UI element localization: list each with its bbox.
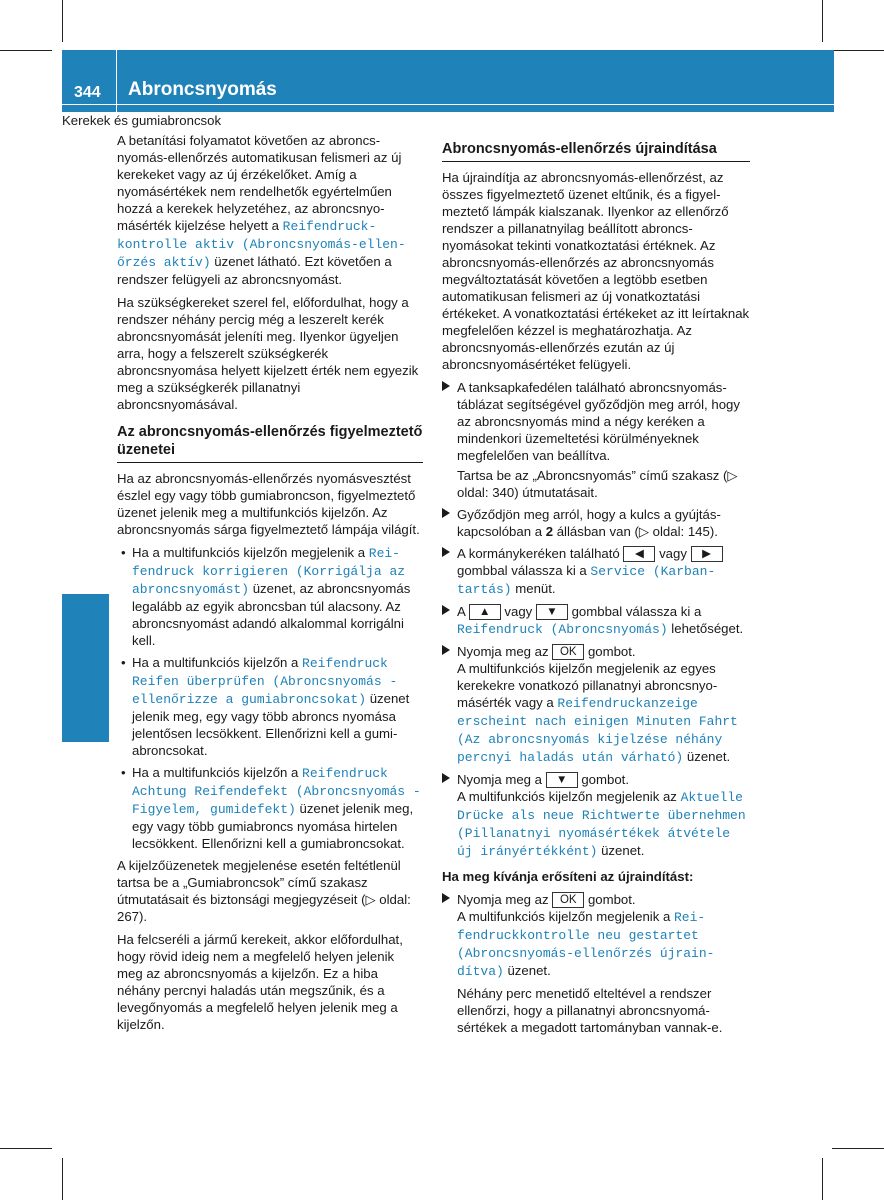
list-item: • Ha a multifunkciós kijelzőn a Reifendruck Achtung Reifendefekt (Abroncsnyomás - Figyelem, gumidefekt) üzenet jelenik meg, egy vagy több gumiabroncs nyomása hirtelen lecsökkent. Ellenőrizni kell a gumiabroncsokat. xyxy=(117,764,423,852)
display-message: Reifendruck Reifen überprüfen (Abroncsnyomás - ellenőrizze a gumiabroncsokat) xyxy=(132,656,398,707)
display-message: Reifendruck korrigieren (Korrigálja az abroncsnyomást) xyxy=(132,546,406,597)
step-arrow-icon xyxy=(442,508,450,518)
paragraph: Ha felcseréli a jármű kerekeit, akkor előfordulhat, hogy rövid ideig nem a megfelelő helyen jelenik meg az abroncsnyomás a kijelzőn. Ez a hiba néhány percnyi haladás után megszűnik, és a levegőnyomás a megfelelő helyen jelenik meg a kijelzőn. xyxy=(117,932,403,1032)
crop-mark xyxy=(822,1158,823,1200)
paragraph: Ha szükségkereket szerel fel, előfordulhat, hogy a rendszer néhány percig még a leszerelt kerék abroncsnyomását jeleníti meg. Ilyenkor ügyeljen arra, hogy a felszerelt szükségkerék abroncsnyomása helyett kijelzett érték nem egyezik meg a szükségkerék pillanatnyi abroncsnyomásával. xyxy=(117,295,419,412)
display-message: Reifendruck Achtung Reifendefekt (Abroncsnyomás - Figyelem, gumidefekt) xyxy=(132,766,421,817)
left-column xyxy=(117,132,423,1039)
crop-mark xyxy=(62,0,63,42)
up-arrow-key-icon: ▲ xyxy=(469,604,501,620)
crop-mark xyxy=(832,50,884,51)
step-note: A multifunkciós kijelzőn megjelenik az Aktuelle Drücke als neue Richtwerte übernehmen (Pillanatnyi nyomásértékek átvétele új irányértékként) üzenet. xyxy=(457,789,746,859)
left-arrow-key-icon: ◀ xyxy=(623,546,655,562)
crop-mark xyxy=(822,0,823,42)
page-header xyxy=(62,50,834,112)
down-arrow-key-icon: ▼ xyxy=(536,604,568,620)
list-item: • Ha a multifunkciós kijelzőn a Reifendruck Reifen überprüfen (Abroncsnyomás - ellenőrizze a gumiabroncsokat) üzenet jelenik meg, egy vagy több abroncs nyomása jelentősen lecsökkent. Ellenőrizni kell a gumiabroncsokat. xyxy=(117,654,423,759)
section-heading: Az abroncsnyomás-ellenőrzés figyelmeztető üzenetei xyxy=(117,423,423,463)
page-title: Abroncsnyomás xyxy=(128,79,277,100)
chapter-side-tab xyxy=(62,112,109,742)
confirm-heading: Ha meg kívánja erősíteni az újraindítást: xyxy=(442,869,694,884)
crop-mark xyxy=(0,50,52,51)
chapter-tab-marker xyxy=(62,594,109,742)
display-message: Reifendruckanzeige erscheint nach einigen Minuten Fahrt (Az abroncsnyomás kijelzése néhány percnyi haladás után várható) xyxy=(457,696,738,765)
step-arrow-icon xyxy=(442,381,450,391)
display-message: Reifendruckkontrolle neu gestartet (Abroncsnyomás-ellenőrzés újraindítva) xyxy=(457,910,715,979)
step-note: A multifunkciós kijelzőn megjelenik az egyes kerekekre vonatkozó pillanatnyi abroncsnyomásérték vagy a Reifendruckanzeige erscheint nach einigen Minuten Fahrt (Az abroncsnyomás kijelzése néhány percnyi haladás után várható) üzenet. xyxy=(457,661,738,765)
right-column xyxy=(442,132,750,1041)
step-note: Néhány perc menetidő elteltével a rendszer ellenőrzi, hogy a pillanatnyi abroncsnyomásértékek a megadott tartományban vannak-e. xyxy=(457,986,723,1035)
step-note: Tartsa be az „Abroncsnyomás” című szakasz (▷ oldal: 340) útmutatásait. xyxy=(457,468,738,500)
step-arrow-icon xyxy=(442,893,450,903)
step-note: A multifunkciós kijelzőn megjelenik a Reifendruckkontrolle neu gestartet (Abroncsnyomás-ellenőrzés újraindítva) üzenet. xyxy=(457,909,715,979)
page-number: 344 xyxy=(74,84,101,101)
right-arrow-key-icon: ▶ xyxy=(691,546,723,562)
instruction-step: A kormánykeréken található ◀ vagy ▶ gombbal válassza ki a Service (Karbantartás) menüt. xyxy=(442,545,750,598)
ok-key-icon: OK xyxy=(552,644,584,660)
header-divider xyxy=(62,104,834,105)
step-arrow-icon xyxy=(442,605,450,615)
instruction-step: Nyomja meg a ▼ gombot. A multifunkciós kijelzőn megjelenik az Aktuelle Drücke als neue Richtwerte übernehmen (Pillanatnyi nyomásértékek átvétele új irányértékként) üzenet. xyxy=(442,771,750,860)
instruction-step: A ▲ vagy ▼ gombbal válassza ki a Reifendruck (Abroncsnyomás) lehetőséget. xyxy=(442,603,750,638)
step-arrow-icon xyxy=(442,547,450,557)
chapter-label: Kerekek és gumiabroncsok xyxy=(62,113,222,128)
header-divider xyxy=(116,50,117,112)
crop-mark xyxy=(62,1158,63,1200)
crop-mark xyxy=(0,1148,52,1149)
instruction-step: Nyomja meg az OK gombot. A multifunkciós kijelzőn megjelenik az egyes kerekekre vonatkozó pillanatnyi abroncsnyomásérték vagy a Reifendruckanzeige erscheint nach einigen Minuten Fahrt (Az abroncsnyomás kijelzése néhány percnyi haladás után várható) üzenet. xyxy=(442,643,750,766)
paragraph: A kijelzőüzenetek megjelenése esetén feltétlenül tartsa be a „Gumiabroncsok” című szakasz útmutatásait és biztonsági megjegyzéseit (▷ oldal: 267). xyxy=(117,858,411,924)
paragraph: Ha újraindítja az abroncsnyomás-ellenőrzést, az összes figyelmeztető üzenet eltűnik, és a figyelmeztető lámpák kialszanak. Ilyenkor az ellenőrző rendszer a pillanatnyilag beállított abroncsnyomásokat tekinti vonatkoztatási értéknek. Az abroncsnyomás-ellenőrzés az abroncsnyomás megváltoztatását követően a legtöbb esetben automatikusan felismeri az új vonatkoztatási értékeket. A vonatkoztatási értékeket az itt leírtaknak megfelelően kézzel is meghatározhatja. Az abroncsnyomás-ellenőrzés ezután az új abroncsnyomásértéket felügyeli. xyxy=(442,170,750,372)
ok-key-icon: OK xyxy=(552,892,584,908)
display-message: Reifendruckkontrolle aktiv (Abroncsnyomás-ellenőrzés aktív) xyxy=(117,219,406,270)
paragraph: Ha az abroncsnyomás-ellenőrzés nyomásvesztést észlel egy vagy több gumiabroncson, figyelmeztető üzenet jelenik meg a multifunkciós kijelzőn. Az abroncsnyomás sárga figyelmeztető lámpája világít. xyxy=(117,471,420,537)
section-heading: Abroncsnyomás-ellenőrzés újraindítása xyxy=(442,140,750,162)
step-arrow-icon xyxy=(442,773,450,783)
down-arrow-key-icon: ▼ xyxy=(546,772,578,788)
display-message: Service (Karbantartás) xyxy=(457,564,716,597)
instruction-step: Nyomja meg az OK gombot. A multifunkciós kijelzőn megjelenik a Reifendruckkontrolle neu gestartet (Abroncsnyomás-ellenőrzés újraindítva) üzenet. Néhány perc menetidő elteltével a rendszer ellenőrzi, hogy a pillanatnyi abroncsnyomásértékek a megadott tartományban vannak-e. xyxy=(442,891,750,1036)
paragraph: A betanítási folyamatot követően az abroncsnyomás-ellenőrzés automatikusan felismeri az új kerekeket vagy az új érzékelőket. Amíg a nyomásértékek nem rendelhetők egyértelműen hozzá a kerekek helyzetéhez, az abroncsnyomásérték kijelzése helyett a Reifendruckkontrolle aktiv (Abroncsnyomás-ellenőrzés aktív) üzenet látható. Ezt követően a rendszer felügyeli az abroncsnyomást. xyxy=(117,133,406,287)
crop-mark xyxy=(832,1148,884,1149)
instruction-step: Győződjön meg arról, hogy a kulcs a gyújtáskapcsolóban a 2 állásban van (▷ oldal: 145). xyxy=(442,506,750,540)
display-message: Aktuelle Drücke als neue Richtwerte übernehmen (Pillanatnyi nyomásértékek átvétele új irányértékként) xyxy=(457,790,746,859)
list-item: • Ha a multifunkciós kijelzőn megjelenik a Reifendruck korrigieren (Korrigálja az abroncsnyomást) üzenet, az abroncsnyomás legalább az egyik abroncsban túl alacsony. Az abroncsnyomást adandó alkalommal korrigálni kell. xyxy=(117,544,423,649)
instruction-step: A tanksapkafedélen található abroncsnyomás-táblázat segítségével győződjön meg arról, hogy az abroncsnyomás mind a négy keréken a mindenkori üzemeltetési körülményeknek megfelelően van beállítva. Tartsa be az „Abroncsnyomás” című szakasz (▷ oldal: 340) útmutatásait. xyxy=(442,379,750,501)
step-arrow-icon xyxy=(442,645,450,655)
display-message: Reifendruck (Abroncsnyomás) xyxy=(457,622,668,637)
